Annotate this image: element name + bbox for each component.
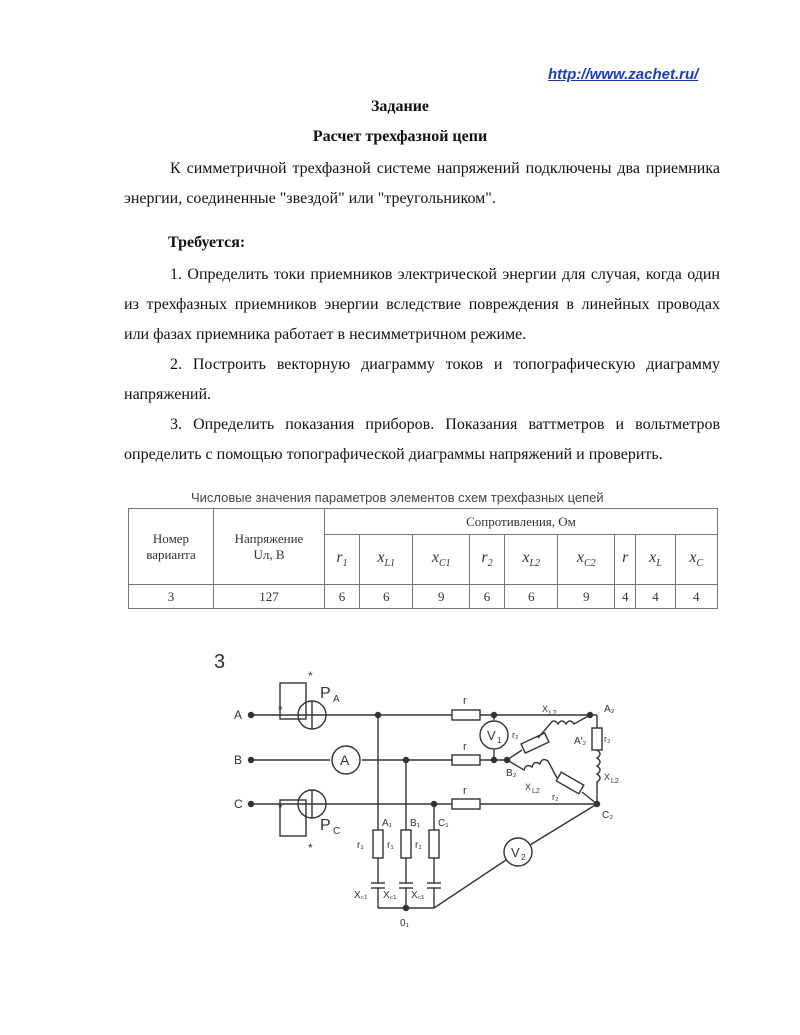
label-C: C (234, 797, 243, 811)
svg-text:C: C (333, 826, 341, 837)
label-A: A (234, 708, 243, 722)
cell-value: 4 (615, 585, 636, 609)
svg-text:r₂: r₂ (604, 734, 611, 744)
cell-voltage: 127 (214, 585, 325, 609)
svg-text:X꜀₁: X꜀₁ (411, 890, 425, 901)
svg-text:r: r (463, 741, 467, 753)
svg-text:r₂: r₂ (512, 730, 519, 740)
svg-text:r: r (463, 785, 467, 797)
svg-text:1: 1 (497, 736, 502, 745)
header-symbol: $x_{C2}$ (558, 535, 615, 585)
table-caption: Числовые значения параметров элементов схем трехфазных цепей (191, 490, 604, 505)
header-symbol: $x_C$ (675, 535, 717, 585)
header-symbol: $r_2$ (470, 535, 505, 585)
svg-text:A₁: A₁ (382, 818, 393, 829)
cell-variant: 3 (129, 585, 214, 609)
page-title: Задание (370, 98, 430, 115)
svg-text:A: A (333, 694, 340, 705)
resistor-r1-C (429, 830, 439, 858)
svg-text:*: * (308, 669, 313, 683)
svg-text:A: A (340, 752, 350, 768)
header-symbol: $x_{L2}$ (505, 535, 558, 585)
svg-text:X: X (525, 782, 532, 792)
svg-text:*: * (278, 703, 283, 717)
cell-value: 9 (413, 585, 470, 609)
svg-text:*: * (278, 801, 283, 815)
cell-value: 4 (675, 585, 717, 609)
svg-text:r₁: r₁ (387, 840, 394, 851)
svg-text:2: 2 (521, 853, 526, 862)
svg-text:C₂: C₂ (602, 810, 614, 821)
header-symbol: r (615, 535, 636, 585)
parameters-table (128, 508, 718, 609)
scheme-number: 3 (214, 651, 226, 673)
header-resistances: Сопротивления, Ом (325, 509, 718, 535)
cell-value: 6 (470, 585, 505, 609)
header-symbol: $x_{L1}$ (360, 535, 413, 585)
svg-text:P: P (320, 817, 331, 834)
svg-text:V: V (487, 728, 496, 743)
svg-text:r: r (463, 695, 467, 707)
resistor-r-B (452, 755, 480, 765)
resistor-r-A (452, 710, 480, 720)
task-2: 2. Построить векторную диаграмму токов и топографическую диаграмму напряжений. (124, 356, 720, 403)
svg-text:B₁: B₁ (410, 818, 421, 829)
resistor-r2-BC (556, 772, 584, 794)
cell-value: 6 (325, 585, 360, 609)
svg-text:A′₂: A′₂ (574, 736, 587, 747)
svg-text:A₂: A₂ (604, 704, 615, 715)
svg-text:V: V (511, 845, 520, 860)
page-subtitle: Расчет трехфазной цепи (312, 128, 488, 145)
cell-value: 6 (505, 585, 558, 609)
svg-text:X꜀₁: X꜀₁ (354, 890, 368, 901)
svg-text:L2: L2 (611, 778, 619, 785)
svg-text:P: P (320, 685, 331, 702)
svg-text:L2: L2 (549, 710, 557, 717)
resistor-r2-AB (521, 733, 549, 753)
task-3: 3. Определить показания приборов. Показания ваттметров и вольтметров определить с помощью топографической диаграммы напряжений и проверить. (124, 416, 720, 463)
header-voltage: Напряжение Uл, В (214, 509, 325, 585)
cell-value: 6 (360, 585, 413, 609)
header-symbol: $x_L$ (636, 535, 675, 585)
header-symbol: $x_{C1}$ (413, 535, 470, 585)
cell-value: 4 (636, 585, 675, 609)
website-link[interactable]: http://www.zachet.ru/ (548, 66, 699, 83)
svg-text:X: X (542, 704, 549, 714)
svg-text:X꜀₁: X꜀₁ (383, 890, 397, 901)
svg-text:r₁: r₁ (415, 840, 422, 851)
required-heading: Требуется: (168, 234, 246, 251)
header-variant: Номер варианта (129, 509, 214, 585)
resistor-r1-A (373, 830, 383, 858)
svg-text:r₂: r₂ (552, 792, 559, 802)
header-symbol: $r_1$ (325, 535, 360, 585)
resistor-r2-AC (592, 728, 602, 750)
cell-value: 9 (558, 585, 615, 609)
svg-text:C₁: C₁ (438, 818, 449, 829)
svg-text:L2: L2 (532, 788, 540, 795)
inductor-xl2-AC (597, 750, 600, 804)
svg-text:*: * (308, 841, 313, 855)
resistor-r-C (452, 799, 480, 809)
resistor-r1-B (401, 830, 411, 858)
svg-text:B₂: B₂ (506, 768, 517, 779)
svg-text:0₁: 0₁ (400, 918, 409, 929)
label-B: B (234, 753, 243, 767)
svg-text:r₁: r₁ (357, 840, 364, 851)
intro-paragraph: К симметричной трехфазной системе напряжений подключены два приемника энергии, соединенные "звездой" или "треугольником". (124, 160, 720, 207)
task-1: 1. Определить токи приемников электрической энергии для случая, когда один из трехфазных приемников энергии вследствие повреждения в линейных проводах или фазах приемника работает в несимметричном режиме. (124, 266, 720, 343)
circuit-diagram (212, 640, 632, 940)
svg-text:X: X (604, 772, 611, 782)
